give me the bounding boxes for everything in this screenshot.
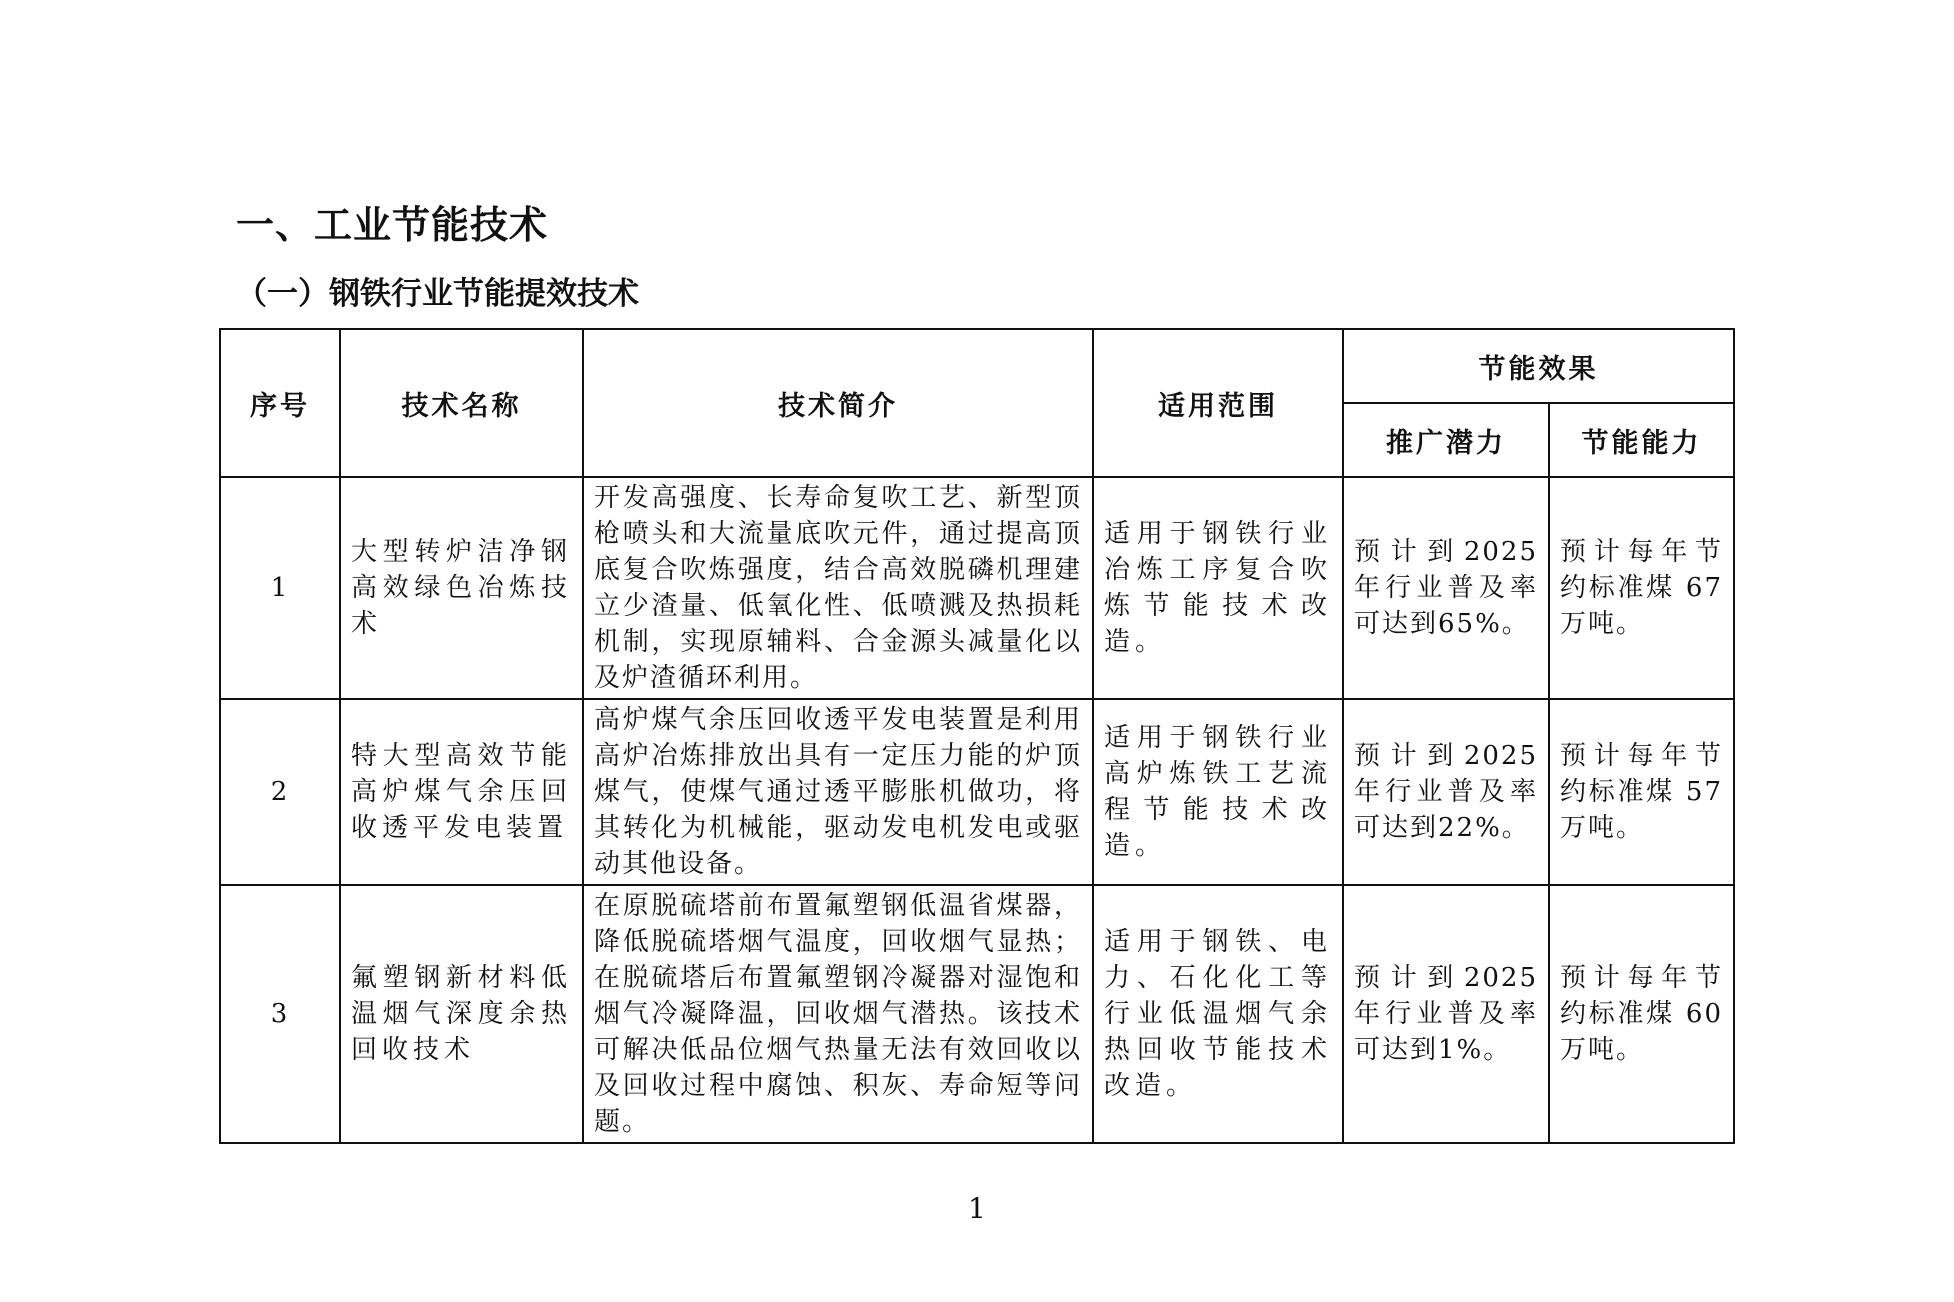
header-name: 技术名称 (340, 329, 583, 477)
row-scope: 适用于钢铁行业高炉炼铁工艺流程节能技术改造。 (1093, 699, 1343, 885)
header-index: 序号 (220, 329, 340, 477)
row-tech-intro: 开发高强度、长寿命复吹工艺、新型顶枪喷头和大流量底吹元件，通过提高顶底复合吹炼强度，结合高效脱磷机理建立少渣量、低氧化性、低喷溅及热损耗机制，实现原辅料、合金源头减量化以及炉渣循环利用。 (583, 477, 1093, 699)
row-tech-intro: 高炉煤气余压回收透平发电装置是利用高炉冶炼排放出具有一定压力能的炉顶煤气，使煤气通过透平膨胀机做功，将其转化为机械能，驱动发电机发电或驱动其他设备。 (583, 699, 1093, 885)
row-capacity: 预计每年节约标准煤 67 万吨。 (1549, 477, 1734, 699)
subsection-heading: （一）钢铁行业节能提效技术 (236, 276, 639, 312)
table-row (220, 477, 1734, 699)
header-effect: 节能效果 (1343, 329, 1734, 403)
header-intro: 技术简介 (583, 329, 1093, 477)
row-capacity: 预计每年节约标准煤 57 万吨。 (1549, 699, 1734, 885)
table-row (220, 885, 1734, 1143)
table-row (220, 699, 1734, 885)
row-index: 3 (220, 885, 340, 1143)
page-number: 1 (968, 1192, 986, 1225)
header-scope: 适用范围 (1093, 329, 1343, 477)
row-index: 1 (220, 477, 340, 699)
header-potential: 推广潜力 (1343, 403, 1549, 477)
row-potential: 预计到2025年行业普及率可达到65%。 (1343, 477, 1549, 699)
row-tech-name: 大型转炉洁净钢高效绿色冶炼技术 (340, 477, 583, 699)
row-scope: 适用于钢铁、电力、石化化工等行业低温烟气余热回收节能技术改造。 (1093, 885, 1343, 1143)
row-index: 2 (220, 699, 340, 885)
row-tech-intro: 在原脱硫塔前布置氟塑钢低温省煤器，降低脱硫塔烟气温度，回收烟气显热；在脱硫塔后布置氟塑钢冷凝器对湿饱和烟气冷凝降温，回收烟气潜热。该技术可解决低品位烟气热量无法有效回收以及回收过程中腐蚀、积灰、寿命短等问题。 (583, 885, 1093, 1143)
header-capacity: 节能能力 (1549, 403, 1734, 477)
row-tech-name: 氟塑钢新材料低温烟气深度余热回收技术 (340, 885, 583, 1143)
row-tech-name: 特大型高效节能高炉煤气余压回收透平发电装置 (340, 699, 583, 885)
technology-table (219, 328, 1735, 1144)
row-capacity: 预计每年节约标准煤 60 万吨。 (1549, 885, 1734, 1143)
row-potential: 预计到2025年行业普及率可达到1%。 (1343, 885, 1549, 1143)
row-scope: 适用于钢铁行业冶炼工序复合吹炼节能技术改造。 (1093, 477, 1343, 699)
section-heading: 一、工业节能技术 (236, 203, 549, 247)
row-potential: 预计到2025年行业普及率可达到22%。 (1343, 699, 1549, 885)
